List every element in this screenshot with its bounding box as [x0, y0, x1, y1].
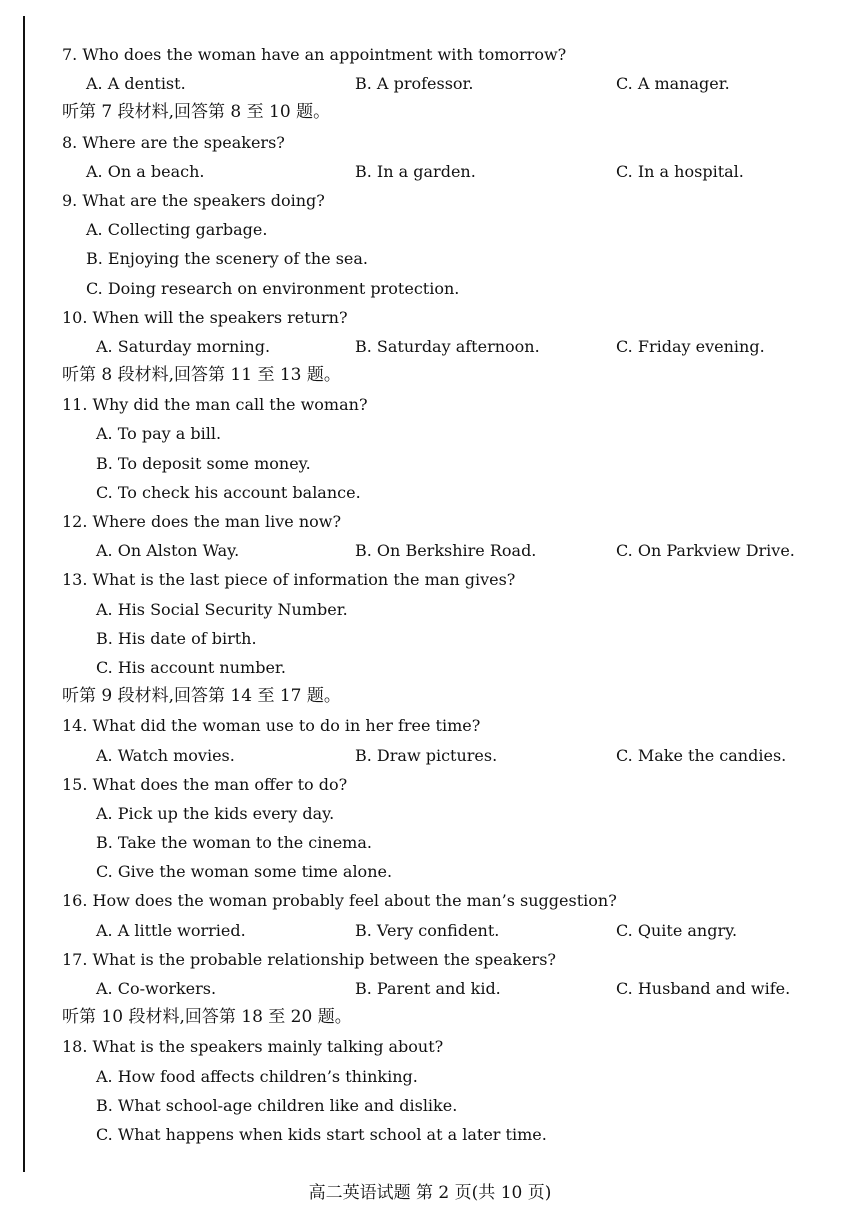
option-c: C. Husband and wife.	[616, 979, 791, 998]
option-c: C. Make the candies.	[616, 745, 787, 765]
option-b: B. What school-age children like and dislike.	[96, 1095, 458, 1115]
option-a: A. To pay a bill.	[96, 424, 222, 444]
question-18: 18. What is the speakers mainly talking about?	[62, 1037, 444, 1057]
section-heading-7: 听第 7 段材料,回答第 8 至 10 题。	[62, 102, 331, 123]
option-b: B. His date of birth.	[96, 628, 257, 648]
option-a: A. How food affects children’s thinking.	[96, 1066, 418, 1086]
question-8-options	[62, 157, 822, 186]
margin-rule	[23, 16, 25, 1172]
question-9: 9. What are the speakers doing?	[62, 190, 325, 210]
option-c: C. A manager.	[616, 74, 730, 94]
question-11: 11. Why did the man call the woman?	[62, 395, 368, 415]
page-footer: 高二英语试题 第 2 页(共 10 页)	[308, 1183, 552, 1203]
option-c: C. Doing research on environment protection.	[86, 278, 460, 298]
question-17-options	[62, 974, 822, 1003]
option-c: C. Friday evening.	[616, 336, 765, 356]
option-b: B. Take the woman to the cinema.	[96, 833, 372, 853]
section-heading-9: 听第 9 段材料,回答第 14 至 17 题。	[62, 686, 341, 707]
option-c: C. On Parkview Drive.	[616, 541, 795, 561]
option-a: A. Collecting garbage.	[86, 220, 268, 240]
question-12: 12. Where does the man live now?	[62, 512, 342, 531]
option-b: B. To deposit some money.	[96, 453, 311, 473]
option-a: A. A little worried.	[96, 920, 246, 940]
section-heading-10: 听第 10 段材料,回答第 18 至 20 题。	[62, 1007, 352, 1028]
question-17: 17. What is the probable relationship between the speakers?	[62, 949, 556, 969]
option-c: C. In a hospital.	[616, 161, 744, 181]
question-10-options	[62, 332, 822, 361]
option-b: B. Very confident.	[355, 920, 500, 940]
question-14: 14. What did the woman use to do in her free time?	[62, 716, 481, 736]
option-c: C. To check his account balance.	[96, 482, 361, 502]
question-list	[62, 40, 822, 1149]
option-b: B. In a garden.	[355, 161, 476, 181]
option-a: A. Pick up the kids every day.	[96, 803, 335, 823]
question-15: 15. What does the man offer to do?	[62, 774, 348, 794]
option-a: A. Saturday morning.	[96, 336, 271, 356]
question-7: 7. Who does the woman have an appointment with tomorrow?	[62, 45, 567, 64]
question-16-options	[62, 916, 822, 945]
option-b: B. Enjoying the scenery of the sea.	[86, 249, 369, 269]
question-8: 8. Where are the speakers?	[62, 132, 285, 152]
option-a: A. His Social Security Number.	[96, 599, 348, 619]
question-13: 13. What is the last piece of information the man gives?	[62, 570, 516, 590]
question-14-options	[62, 741, 822, 770]
option-a: A. A dentist.	[86, 74, 186, 94]
section-heading-8: 听第 8 段材料,回答第 11 至 13 题。	[62, 365, 341, 386]
option-c: C. Give the woman some time alone.	[96, 862, 393, 882]
option-a: A. Co-workers.	[96, 979, 217, 998]
option-b: B. Saturday afternoon.	[355, 336, 540, 356]
question-7-options	[62, 69, 822, 98]
option-b: B. Draw pictures.	[355, 745, 498, 765]
option-a: A. On Alston Way.	[96, 541, 240, 561]
option-b: B. On Berkshire Road.	[355, 541, 537, 561]
question-10: 10. When will the speakers return?	[62, 307, 348, 327]
question-12-options	[62, 536, 822, 565]
option-c: C. Quite angry.	[616, 920, 738, 940]
option-b: B. Parent and kid.	[355, 979, 501, 998]
question-16: 16. How does the woman probably feel about the man’s suggestion?	[62, 891, 617, 911]
option-a: A. On a beach.	[86, 161, 205, 181]
option-c: C. His account number.	[96, 657, 286, 677]
option-a: A. Watch movies.	[96, 745, 235, 765]
option-c: C. What happens when kids start school at a later time.	[96, 1124, 547, 1144]
option-b: B. A professor.	[355, 74, 474, 94]
